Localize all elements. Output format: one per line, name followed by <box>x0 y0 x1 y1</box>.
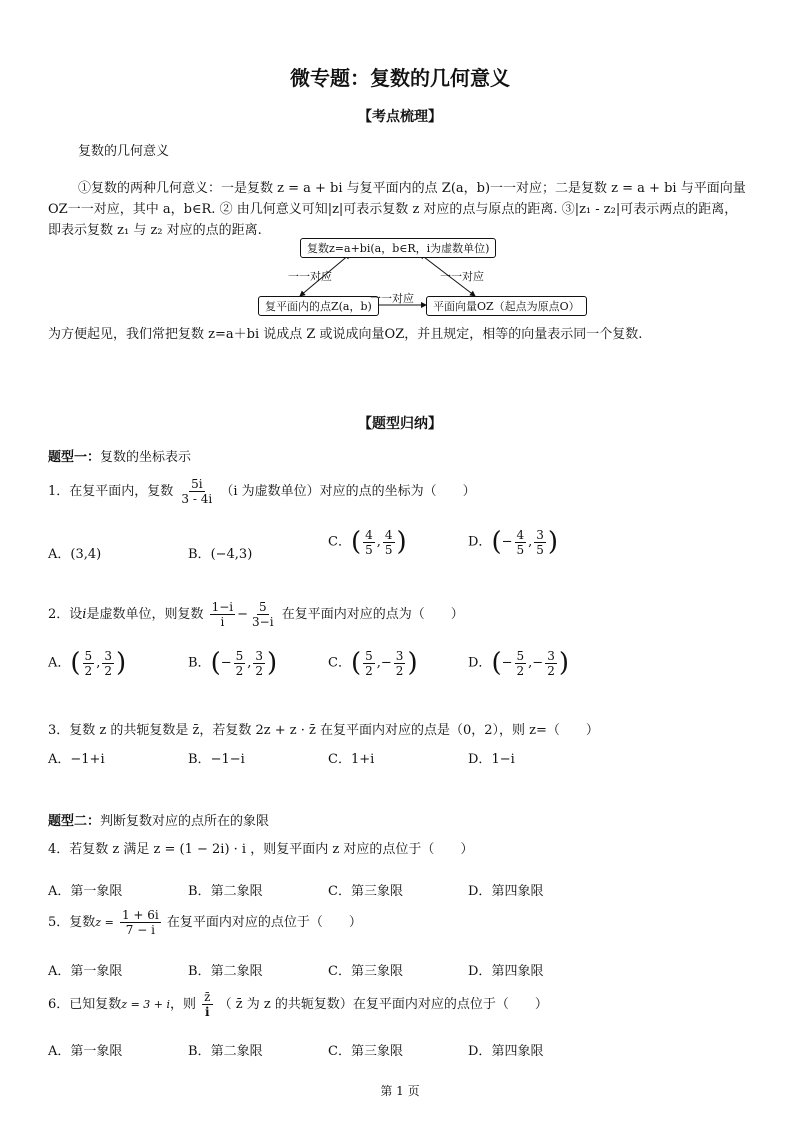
option-value: 第四象限 <box>491 964 544 979</box>
den: 2 <box>84 663 93 678</box>
page-title: 微专题：复数的几何意义 <box>290 66 510 90</box>
option-value: −1−i <box>210 752 245 767</box>
option-value: 第一象限 <box>70 1044 123 1059</box>
q1-frac-den: 3 - 4i <box>181 492 213 506</box>
q2-option-a[interactable]: A．( $\frac{5}{2}$ , $\frac{3}{2}$ ) <box>48 648 127 678</box>
q2-fraction-1 <box>210 600 236 629</box>
option-label: B． <box>188 1044 211 1059</box>
option-value: 第四象限 <box>491 884 544 899</box>
q6-mid: ，则 <box>170 997 197 1012</box>
q2-option-b[interactable]: B．(− $\frac{5}{2}$ , $\frac{3}{2}$ ) <box>188 648 278 678</box>
question-5 <box>48 908 362 937</box>
option-label: A． <box>48 884 71 899</box>
diagram-left-label: 一一对应 <box>288 270 332 283</box>
num: 4 <box>516 527 525 542</box>
type1-heading <box>48 446 191 465</box>
q5-option-b[interactable] <box>188 960 263 979</box>
option-label: C． <box>328 1044 351 1059</box>
option-label: A． <box>48 964 71 979</box>
diagram-top-box: 复数z=a+bi(a，b∈R，i为虚数单位) <box>300 238 496 258</box>
q1-option-a[interactable] <box>48 543 101 562</box>
den: 7 − i <box>125 923 155 937</box>
q2-var: i <box>82 607 87 622</box>
option-label: A． <box>48 1044 71 1059</box>
q4-option-c[interactable] <box>328 880 403 899</box>
fraction <box>253 649 265 678</box>
q4-option-b[interactable] <box>188 880 263 899</box>
fraction <box>383 528 395 557</box>
q4-option-d[interactable] <box>468 880 543 899</box>
q6-prefix: 6．已知复数 <box>48 997 122 1012</box>
para2: 为方便起见，我们常把复数 z=a＋bi 说成点 Z 或说成向量OZ，并且规定，相等的向量表示同一个复数. <box>48 327 643 342</box>
q3-option-c[interactable] <box>328 748 374 767</box>
option-label: B． <box>188 884 211 899</box>
num: 3 <box>255 648 264 663</box>
fraction <box>363 528 375 557</box>
den: 2 <box>235 663 244 678</box>
q1-suffix: （i 为虚数单位）对应的点的坐标为（ ） <box>220 484 476 499</box>
option-value: 第二象限 <box>210 884 263 899</box>
q1-option-c[interactable]: C．( $\frac{4}{5}$ , $\frac{4}{5}$ ) <box>328 527 407 557</box>
option-value: 第四象限 <box>491 1044 544 1059</box>
num: 1−i <box>211 600 234 614</box>
q6-zeq: z = 3 + i <box>121 998 171 1011</box>
option-label: A． <box>48 655 71 671</box>
q6-option-a[interactable] <box>48 1040 122 1059</box>
q2-fraction-2 <box>250 600 276 629</box>
fraction <box>234 649 246 678</box>
para1-line2: OZ一一对应，其中 a，b∈R. ② 由几何意义可知|z|可表示复数 z 对应的点与原点的距离. ③|z₁ - z₂|可表示两点的距离， <box>48 202 738 217</box>
option-label: C． <box>328 655 351 671</box>
den: 2 <box>365 663 373 678</box>
question-4: 4．若复数 z 满足 z = (1 − 2i) · i ，则复平面内 z 对应的点位于（ ） <box>48 842 474 857</box>
q2-mid: 是虚数单位，则复数 <box>86 607 204 622</box>
q5-option-c[interactable] <box>328 960 403 979</box>
fraction <box>394 649 406 678</box>
fraction <box>102 649 114 678</box>
option-value: (−4,3) <box>210 547 253 562</box>
q1-option-b[interactable] <box>188 543 252 562</box>
diagram-bottom-label: 一一对应 <box>370 292 414 305</box>
option-label: B． <box>188 752 211 767</box>
option-label: C． <box>328 534 351 550</box>
num: 5 <box>84 648 93 663</box>
option-label: D． <box>468 534 492 550</box>
q5-prefix: 5．复数 <box>48 915 96 930</box>
num: 1 + 6i <box>121 908 159 922</box>
option-label: B． <box>188 964 211 979</box>
q2-option-d[interactable]: D．(− $\frac{5}{2}$ ,− $\frac{3}{2}$ ) <box>468 648 569 678</box>
option-value: −1+i <box>70 752 105 767</box>
q5-suffix: 在复平面内对应的点位于（ ） <box>166 915 362 930</box>
fraction <box>83 649 95 678</box>
den: 5 <box>365 542 373 557</box>
den: 2 <box>547 663 555 678</box>
num: z̄ <box>204 990 211 1004</box>
question-6 <box>48 990 548 1019</box>
q2-minus: − <box>237 607 249 622</box>
type2-label: 题型二： <box>48 814 101 829</box>
fraction <box>515 528 527 557</box>
section-heading-review: 【考点梳理】 <box>358 109 442 125</box>
num: 5 <box>258 600 267 614</box>
num: 3 <box>536 527 544 542</box>
option-value: 第三象限 <box>350 884 403 899</box>
diagram-right-label: 一一对应 <box>440 270 484 283</box>
q1-fraction <box>179 477 214 506</box>
q4-option-a[interactable] <box>48 880 122 899</box>
option-label: B． <box>188 655 211 671</box>
fraction <box>545 649 557 678</box>
sign: − <box>220 655 232 671</box>
option-value: 1−i <box>491 752 515 767</box>
fraction <box>515 649 527 678</box>
q5-option-a[interactable] <box>48 960 122 979</box>
q1-frac-num: 5i <box>191 477 203 491</box>
q2-option-c[interactable]: C．( $\frac{5}{2}$ ,− $\frac{3}{2}$ ) <box>328 648 418 678</box>
option-label: C． <box>328 884 351 899</box>
option-label: D． <box>468 752 492 767</box>
diagram-left-box: 复平面内的点Z(a，b) <box>258 296 379 316</box>
option-value: 1+i <box>350 752 375 767</box>
option-label: C． <box>328 964 351 979</box>
section-heading-types: 【题型归纳】 <box>358 416 442 432</box>
num: 5 <box>365 648 373 663</box>
sign: − <box>501 534 513 550</box>
sign: − <box>380 655 392 671</box>
option-label: B． <box>188 547 211 562</box>
option-label: D． <box>468 1044 492 1059</box>
page-footer: 第 1 页 <box>380 1084 420 1098</box>
sign: − <box>501 655 513 671</box>
den: 2 <box>516 663 525 678</box>
option-label: A． <box>48 547 71 562</box>
fraction <box>534 528 546 557</box>
option-value: 第三象限 <box>350 964 403 979</box>
den: 3−i <box>252 615 274 629</box>
fraction <box>363 649 375 678</box>
sign: − <box>532 655 544 671</box>
option-value: 第二象限 <box>210 1044 263 1059</box>
num: 4 <box>384 527 393 542</box>
den: 2 <box>104 663 112 678</box>
den: 5 <box>536 542 544 557</box>
num: 4 <box>365 527 373 542</box>
type2-heading <box>48 810 269 829</box>
den: i <box>205 1005 210 1019</box>
option-label: C． <box>328 752 351 767</box>
q5-option-d[interactable] <box>468 960 543 979</box>
num: 3 <box>104 648 112 663</box>
para1-line1: ①复数的两种几何意义：一是复数 z = a + bi 与复平面内的点 Z(a，b)一一对应；二是复数 z = a + bi 与平面向量 <box>78 181 746 196</box>
question-2 <box>48 600 464 629</box>
num: 3 <box>395 648 404 663</box>
subheading: 复数的几何意义 <box>78 144 170 159</box>
q2-prefix: 2．设 <box>48 607 83 622</box>
num: 5 <box>235 648 244 663</box>
question-1 <box>48 477 476 506</box>
den: i <box>220 615 225 629</box>
q3-option-a[interactable] <box>48 748 105 767</box>
q5-zeq: z = <box>95 916 114 929</box>
q6-option-c[interactable] <box>328 1040 403 1059</box>
para1-line3: 即表示复数 z₁ 与 z₂ 对应的点的距离. <box>48 223 262 238</box>
option-label: D． <box>468 655 492 671</box>
den: 5 <box>384 542 393 557</box>
option-label: D． <box>468 964 492 979</box>
q6-fraction <box>202 990 212 1019</box>
q3-option-b[interactable] <box>188 748 245 767</box>
type1-label: 题型一： <box>48 450 101 465</box>
q6-option-d[interactable] <box>468 1040 543 1059</box>
den: 2 <box>395 663 404 678</box>
option-label: D． <box>468 884 492 899</box>
option-value: 第一象限 <box>70 964 123 979</box>
type2-desc: 判断复数对应的点所在的象限 <box>100 814 270 829</box>
q3-option-d[interactable] <box>468 748 515 767</box>
option-label: A． <box>48 752 71 767</box>
num: 5 <box>516 648 525 663</box>
q6-suffix: （ z̄ 为 z 的共轭复数）在复平面内对应的点位于（ ） <box>218 997 548 1012</box>
num: 3 <box>547 648 555 663</box>
option-value: 第三象限 <box>350 1044 403 1059</box>
den: 5 <box>516 542 525 557</box>
option-value: (3,4) <box>70 547 102 562</box>
den: 2 <box>255 663 264 678</box>
type1-desc: 复数的坐标表示 <box>100 450 192 465</box>
q6-option-b[interactable] <box>188 1040 263 1059</box>
q2-suffix: 在复平面内对应的点为（ ） <box>281 607 464 622</box>
option-value: 第二象限 <box>210 964 263 979</box>
q5-fraction <box>120 908 161 937</box>
option-value: 第一象限 <box>70 884 123 899</box>
question-3: 3．复数 z 的共轭复数是 z̄，若复数 2z + z · z̄ 在复平面内对应的点是（0，2），则 z=（ ） <box>48 723 599 738</box>
q1-prefix: 1．在复平面内，复数 <box>48 484 174 499</box>
q1-option-d[interactable]: D．(− $\frac{4}{5}$ , $\frac{3}{5}$ ) <box>468 527 559 557</box>
diagram-right-box: 平面向量OZ（起点为原点O） <box>426 296 587 316</box>
